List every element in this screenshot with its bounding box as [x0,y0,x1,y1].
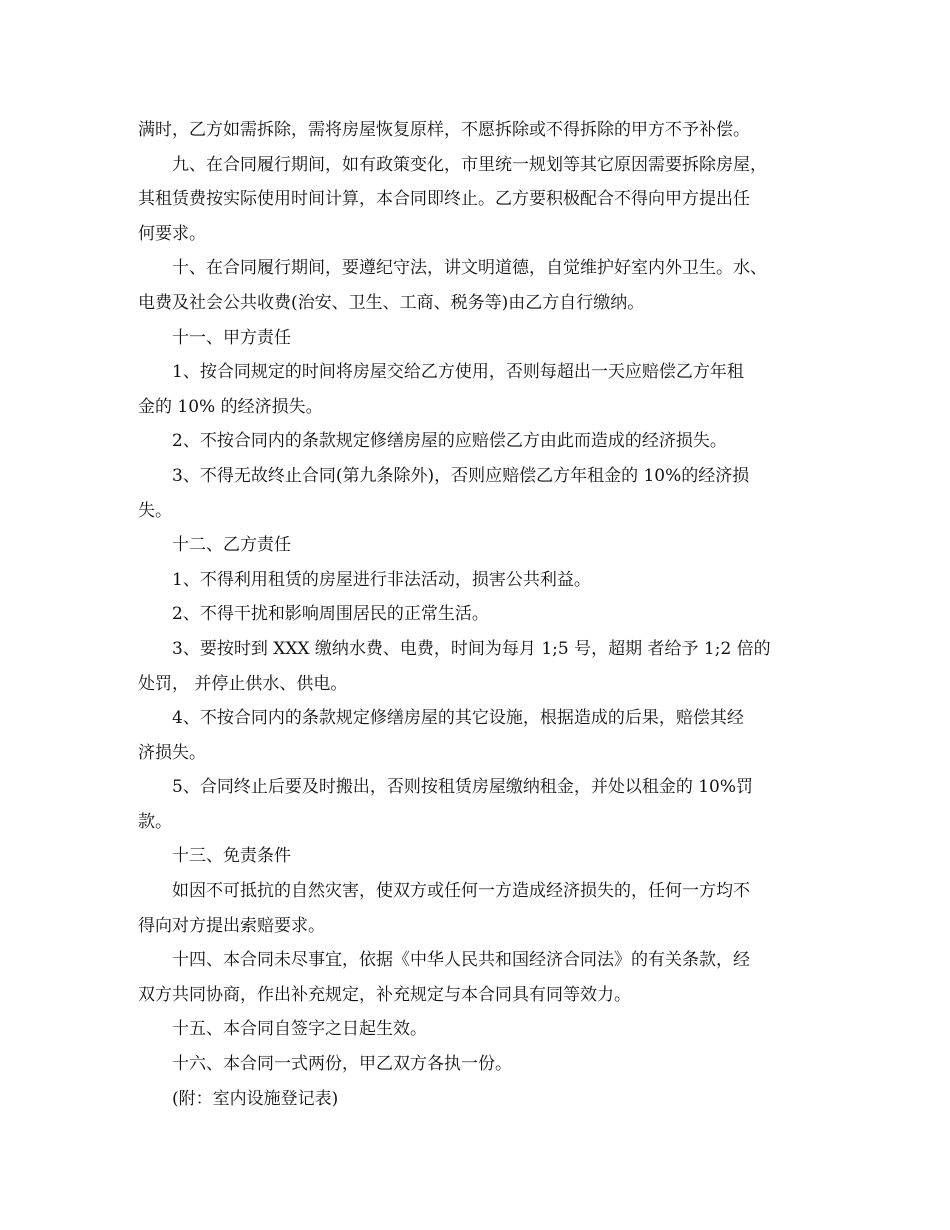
text-line: 2、不得干扰和影响周围居民的正常生活。 [172,604,489,625]
text-line: 款。 [138,811,172,832]
text-line: 1、不得利用租赁的房屋进行非法活动，损害公共利益。 [172,569,591,590]
text-line: 济损失。 [138,742,206,763]
text-line: 金的 10% 的经济损失。 [138,396,323,417]
section-heading: 十三、免责条件 [172,846,291,867]
text-line: 电费及社会公共收费(治安、卫生、工商、税务等)由乙方自行缴纳。 [138,292,645,313]
text-line: 十四、本合同未尽事宜，依据《中华人民共和国经济合同法》的有关条款，经 [172,950,750,971]
contract-body [138,113,820,1116]
text-line: 十五、本合同自签字之日起生效。 [172,1019,427,1040]
text-line: 十六、本合同一式两份，甲乙双方各执一份。 [172,1054,512,1075]
text-line: 4、不按合同内的条款规定修缮房屋的其它设施，根据造成的后果，赔偿其经 [172,708,744,729]
section-heading: 十二、乙方责任 [172,535,291,556]
text-line: 得向对方提出索赔要求。 [138,915,325,936]
text-line: 双方共同协商，作出补充规定，补充规定与本合同具有同等效力。 [138,984,631,1005]
section-heading: 十一、甲方责任 [172,327,291,348]
text-line: 失。 [138,500,172,521]
text-line: 2、不按合同内的条款规定修缮房屋的应赔偿乙方由此而造成的经济损失。 [172,431,727,452]
text-line: 九、在合同履行期间，如有政策变化，市里统一规划等其它原因需要拆除房屋， [172,154,767,175]
text-line: 如因不可抵抗的自然灾害，使双方或任何一方造成经济损失的，任何一方均不 [172,881,750,902]
text-line: 3、要按时到 XXX 缴纳水费、电费，时间为每月 1;5 号，超期 者给予 1;2 倍的 [172,638,771,659]
text-line: 3、不得无故终止合同(第九条除外)，否则应赔偿乙方年租金的 10%的经济损 [172,465,750,486]
text-line: 何要求。 [138,223,206,244]
text-line: 1、按合同规定的时间将房屋交给乙方使用，否则每超出一天应赔偿乙方年租 [172,362,744,383]
text-line: 5、合同终止后要及时搬出，否则按租赁房屋缴纳租金，并处以租金的 10%罚 [172,777,754,798]
text-line: 十、在合同履行期间，要遵纪守法，讲文明道德，自觉维护好室内外卫生。水、 [172,258,767,279]
attachment-note: (附：室内设施登记表) [172,1088,339,1109]
text-line: 处罚， 并停止供水、供电。 [138,673,348,694]
text-line: 满时，乙方如需拆除，需将房屋恢复原样，不愿拆除或不得拆除的甲方不予补偿。 [138,120,750,140]
text-line: 其租赁费按实际使用时间计算，本合同即终止。乙方要积极配合不得向甲方提出任 [138,189,750,210]
